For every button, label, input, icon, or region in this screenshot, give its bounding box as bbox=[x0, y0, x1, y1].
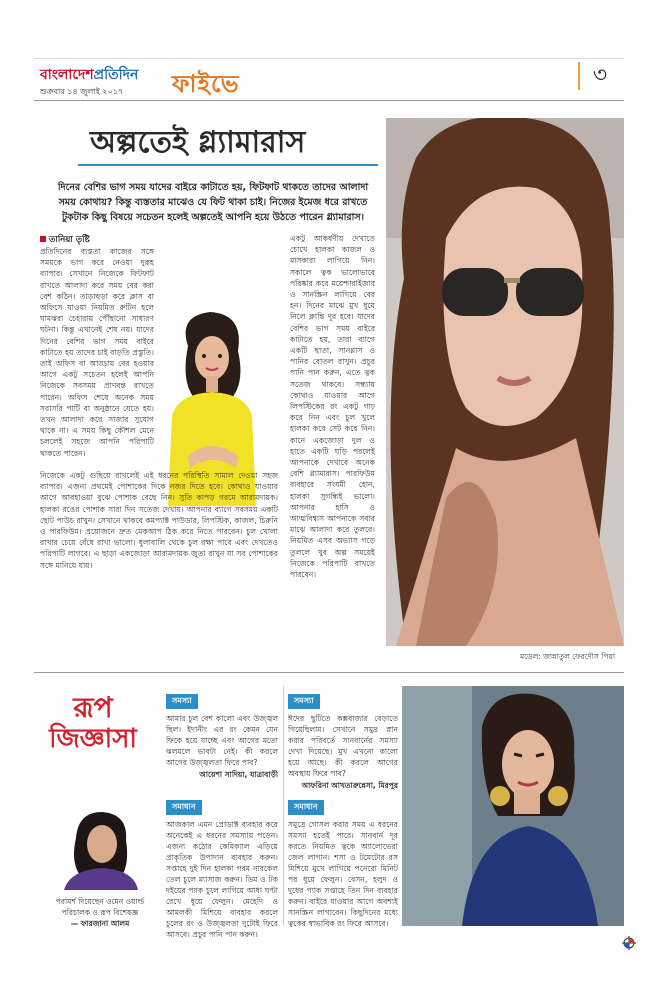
question-1 bbox=[166, 688, 278, 782]
question-2-text: ঈদের ছুটিতে কক্সবাজার বেড়াতে গিয়েছিলাম। সেখানে সমুদ্র স্নান করার পরিবর্তে সানবার্নের সমস্যা দেখা দিয়েছে। মুখ এখনো কালো হয়ে আছে। কী করলে আগের অবস্থায় ফিরে পাব? bbox=[288, 714, 398, 778]
question-1-signer: আয়েশা সাদিয়া, যাত্রাবাড়ী bbox=[199, 770, 278, 779]
masthead-part2: প্রতিদিন bbox=[93, 67, 139, 83]
answer-1 bbox=[166, 794, 278, 940]
section-name: ফাইভে bbox=[172, 70, 240, 98]
answer-1-text: আজকাল এমন প্রোডাক্ট ব্যবহার করে অনেকেই এ ধরনের সমস্যায় পড়েন। এজন্য কঠোর কেমিক্যাল এড়িয়ে প্রাকৃতিক উপাদান ব্যবহার করুন। সপ্তাহে দুই দিন হালকা গরম নারকেল তেল চুলে ম্যাসাজ করুন। ডিম ও টক দইয়ের প্যাক চুলে লাগিয়ে আধা ঘণ্টা রেখে ধুয়ে ফেলুন। মেহেদি ও আমলকী মিশিয়ে ব্যবহার করলে চুলের রং ও উজ্জ্বলতা দুটোই ফিরে আসবে। প্রচুর পানি পান করুন। bbox=[166, 820, 278, 939]
article-column-2: একটু আকর্ষণীয় দেখাতে চোখে হালকা কাজল ও মাসকারা লাগিয়ে নিন। সকালে ত্বক ভালোভাবে পরিষ্কার করে ময়েশ্চারাইজার ও সানস্ক্রিন লাগিয়ে বের হন। দিনের মাঝে মুখ ধুয়ে নিলে ক্লান্তি দূর হবে। যাদের বেশির ভাগ সময় বাইরে কাটাতে হয়, তারা ব্যাগে একটি ছাতা, সানগ্লাস ও পানির বোতল রাখুন। প্রচুর পানি পান করুন, এতে ত্বক সতেজ থাকবে। সন্ধ্যায় কোথাও যাওয়ার আগে লিপস্টিকের রং একটু গাঢ় করে নিন এবং চুল খুলে হালকা করে সেট করে নিন। কানে একজোড়া দুল ও হাতে একটি ঘড়ি পরলেই আপনাকে দেখাবে অনেক বেশি গ্ল্যামারাস। পারফিউম ব্যবহারে সংযমী হোন, হালকা সুগন্ধিই ভালো। আপনার হাসি ও আত্মবিশ্বাস আপনাকে সবার মাঝে আলাদা করে তুলবে। নিয়মিত এসব অভ্যাস গড়ে তুললে খুব অল্প সময়েই নিজেকে পরিপাটি রাখতে পারবেন। bbox=[290, 234, 375, 580]
question-1-text: আমার চুল বেশ কালো এবং উজ্জ্বল ছিল। ইদানীং এর রং কেমন যেন ফিকে হয়ে যাচ্ছে এবং আগের মতো ঝলমলে ভাবটা নেই। কী করলে আগের উজ্জ্বলতা ফিরে পাব? bbox=[166, 714, 278, 767]
article-intro: দিনের বেশির ভাগ সময় যাদের বাইরে কাটাতে হয়, ফিটফাট থাকতে তাদের আলাদা সময় কোথায়? কিন্তু ব্যস্ততার মাঝেও যে ফিট থাকা চাই। নিজের ইমেজ ধরে রাখতে টুকটাক কিছু বিষয়ে সচেতন হলেই অল্পতেই আপনি হয়ে উঠতে পারেন গ্ল্যামারাস। bbox=[57, 182, 369, 223]
header-rule bbox=[34, 100, 624, 101]
section-divider bbox=[34, 672, 624, 673]
question-2-signer: আফরিনা আখতারুন্নেসা, মিরপুর bbox=[301, 781, 398, 790]
expert-name: — ফারজানা আলম bbox=[70, 919, 130, 928]
article-column-1: প্রতিদিনের ব্যস্ততা কাজের সঙ্গে সময়কে ভাগ করে নেওয়া দুরূহ ব্যাপার। সেখানে নিজেকে ফিটফাট রাখতে আলাদা করে সময় বের করা বেশ কঠিন। তাড়াহুড়া করে ক্লাস বা অফিসে যাওয়া নিয়মিত রুটিন হলে ঘামঝরা চেহারায় পৌঁছানো সাধারণ ঘটনা। কিন্তু এখানেই শেষ নয়। যাদের দিনের বেশির ভাগ সময় বাইরে কাটাতে হয় তাদের চাই বাড়তি প্রস্তুতি। তাই অফিস বা আড্ডায় বের হওয়ার আগে একটু সচেতন হলেই আপনি নিজেকে সবসময় প্রাণবন্ত রাখতে পারেন। অফিস শেষে অনেক সময় সরাসরি পার্টি বা অনুষ্ঠানে যেতে হয়। তখন আলাদা করে সাজার সুযোগ থাকে না। এ সময় কিছু কৌশল মেনে চললেই সহজে আপনি পরিপাটি থাকতে পারেন। bbox=[40, 247, 154, 458]
expert-line2: পরিচালক ও রূপ বিশেষজ্ঞ bbox=[61, 908, 139, 917]
article-column-1b: নিজেকে একটু গুছিয়ে রাখলেই এই ধরনের পরিস্থিতি সামাল দেওয়া সহজ ব্যাপার। এজন্য প্রথমেই পোশাকের দিকে নজর দিতে হবে। কোথাও যাওয়ার আগে আবহাওয়া বুঝে পোশাক বেছে নিন। সুতি কাপড় গরমে আরামদায়ক। হালকা রঙের পোশাক সারা দিন সতেজ দেখায়। আপনার ব্যাগে সবসময় একটি ছোট পাউচ রাখুন। সেখানে থাকবে কমপ্যাক্ট পাউডার, লিপস্টিক, কাজল, চিরুনি ও পারফিউম। প্রয়োজনে দ্রুত মেকআপ ঠিক করে নিতে পারবেন। চুল খোলা রাখার চেয়ে বেঁধে রাখা ভালো। ধুলাবালি থেকে চুল রক্ষা পাবে এবং দেখতেও পরিপাটি লাগবে। এ ছাড়া একজোড়া আরামদায়ক জুতা রাখুন যা সব পোশাকের সঙ্গে মানিয়ে যায়। bbox=[40, 471, 278, 570]
issue-date: শুক্রবার ১৪ জুলাই ২০১৭ bbox=[40, 87, 124, 96]
header-top-rule bbox=[34, 58, 624, 59]
answer-2-label: সমাধান bbox=[288, 800, 324, 815]
column-heading-line1: রূপ bbox=[73, 691, 113, 724]
answer-2 bbox=[288, 794, 398, 929]
column-heading-line2: জিজ্ঞাসা bbox=[49, 724, 137, 754]
question-2 bbox=[288, 688, 398, 793]
column-rule bbox=[283, 686, 284, 926]
bullet-square-icon bbox=[40, 236, 46, 242]
model-photo-jewelry bbox=[402, 686, 624, 926]
registration-mark-icon bbox=[622, 936, 636, 950]
article-title: অল্পতেই গ্ল্যামারাস bbox=[90, 125, 306, 160]
masthead-name bbox=[40, 67, 158, 83]
page-number: ৩ bbox=[578, 62, 620, 90]
column-heading bbox=[48, 692, 138, 754]
author-name: তানিয়া তৃষ্টি bbox=[49, 235, 90, 245]
question-2-label: সমস্যা bbox=[288, 694, 320, 709]
masthead-part1: বাংলাদেশ bbox=[40, 67, 94, 83]
expert-line1: পরামর্শ দিয়েছেন ওমেন ওয়ার্ল্ড bbox=[55, 897, 145, 906]
model-photo-sunglasses bbox=[386, 118, 624, 646]
answer-1-label: সমাধান bbox=[166, 800, 202, 815]
expert-photo bbox=[50, 808, 150, 890]
question-1-label: সমস্যা bbox=[166, 694, 198, 709]
masthead bbox=[40, 67, 158, 99]
expert-credit bbox=[40, 896, 160, 929]
author-byline bbox=[40, 233, 90, 247]
answer-2-text: সমুদ্রে গোসল করার সময় এ ধরনের সমস্যা হতেই পারে। সানবার্ন দূর করতে নিয়মিত ত্বকে অ্যালোভেরা জেল লাগান। শসা ও টমেটোর রস মিশিয়ে মুখে লাগিয়ে পনেরো মিনিট পর ধুয়ে ফেলুন। বেসন, হলুদ ও দুধের প্যাক সপ্তাহে তিন দিন ব্যবহার করুন। বাইরে যাওয়ার আগে অবশ্যই সানস্ক্রিন লাগাবেন। কিছুদিনের মধ্যে ত্বকের স্বাভাবিক রং ফিরে আসবে। bbox=[288, 820, 398, 928]
photo-credit: মডেল: জান্নাতুল ফেরদৌস পিয়া bbox=[520, 652, 616, 661]
